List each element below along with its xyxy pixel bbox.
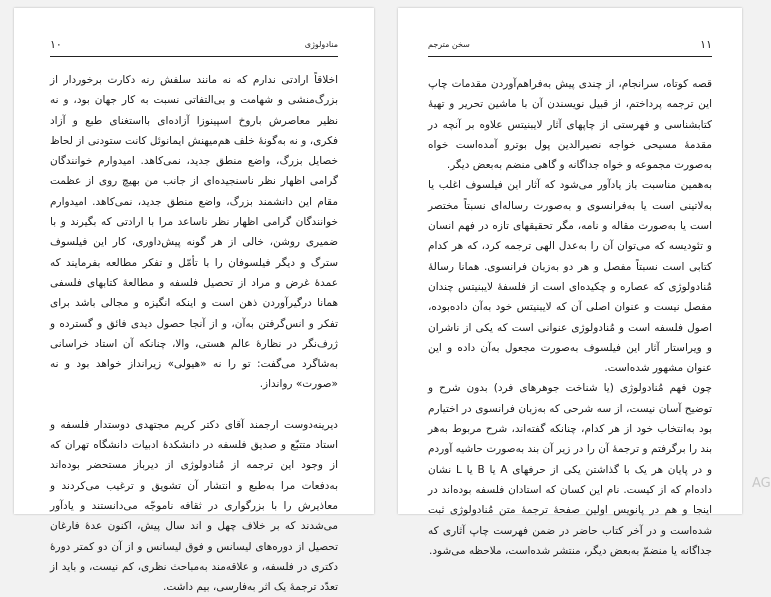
running-title: منادولوژی: [304, 40, 338, 49]
paragraph: چون فهم مُنادولوژی (یا شناخت جوهرهای فرد) بدون شرح و توضیح آسان نیست، از سه شرحی که به‌زبان فرانسوی در اختیارم بود به‌انتخاب خود از هر کدام، چنانکه گفته‌اند، شرح مربوط به‌هر بند را برگرفتم و ترجمهٔ آن را در زیر آن بند به‌صورت حاشیه آوردم و در پایان هر یک با گذاشتن یکی از حرفهای A یا B یا L نشان داده‌ام که از کیست. نام این کسان که استادان فلسفه بوده‌اند در اینجا و هم در پانویس اولین صفحهٔ ترجمهٔ متن مُنادولوژی ثبت شده‌است و در آخر کتاب حاضر در ضمن فهرست چاپ آثاری که جداگانه یا منضمّ به‌بعض دیگر، منتشر شده‌است، ملاحظه می‌شود.: [428, 382, 713, 557]
page-body: [50, 70, 338, 597]
paragraph: اخلاقاً ارادتی ندارم که نه مانند سلفش رنه دکارت برخوردار از بزرگ‌منشی و شهامت و بی‌التفاتی نسبت به کار جهان بود، و نه نظیر معاصرش باروخ اسپینوزا آزاده‌ای بااستغنای طبع و آزاد فکری، و نه به‌گونهٔ خلف هم‌میهنش ایمانوئل کانت ستودنی از لحاظ خصایل بزرگ، واضع منطق جدید، نمی‌کاهد. امیدوارم خوانندگان گرامی اظهار نظر ناسنجیده‌ای از جانب من بهیچ روی از عظمت مقام این دانشمند بزرگ، واضع منطق جدید، نمی‌کاهد. امیدوارم خوانندگان گرامی اظهار نظر ناساعد مرا با ارادتی که بگیرند و با ضمیری روشن، خالی از هر گونه پیش‌داوری، کار این فیلسوف سترگ و دیگر فیلسوفان را با تأمّل و تفکر مطالعه بفرمایند که عمدهٔ غرض و مراد از تحصیل فلسفه و مطالعهٔ کتابهای فلسفی همانا درگیرآوردن ذهن است و اینکه انگیزه و مجالی باشد برای تفکر و انس‌گرفتن به‌آن، و از آنجا حصول دیدی فائق و گسترده و ژرف‌نگر در نظارهٔ عالم هستی، والا، چنانکه آن استاد خراسانی به‌شاگرد می‌گفت: تو را نه «هیولی» زیرانداز خواهد بود و نه «صورت» روانداز.: [50, 74, 338, 391]
left-page: [14, 8, 374, 594]
page-body: [428, 74, 712, 561]
paragraph: قصه کوتاه، سرانجام، از چندی پیش به‌فراهم‌آوردن مقدمات چاپ این ترجمه پرداختم، از قبیل نویسندن آن با ماشین تحریر و تهیهٔ کتابشناسی و فهرستی از چاپهای آثار لایبنیتس علاوه بر آنچه در مقدمهٔ مسیحی خواجه نصیرالدین پول بوترو آمده‌است خواه به‌صورت مجموعه و خواه جداگانه و گاهی منضم به‌بعض دیگر.: [428, 78, 712, 172]
page-number: ۱۰: [50, 38, 62, 51]
watermark-text: AG: [752, 476, 771, 491]
right-page: [398, 8, 742, 557]
paragraph: به‌همین مناسبت باز یادآور می‌شود که آثار این فیلسوف اغلب یا به‌لاتینی است یا به‌فرانسوی و به‌صورت رساله‌ای نسبتاً مختصر است یا به‌صورت مقاله و نامه، مگر تحقیقهای تازه در فهم انسان و تئودیسه که می‌توان آن را به‌عدل الهی ترجمه کرد، که هر کدام کتابی است نسبتاً مفصل و هر دو به‌زبان فرانسوی. همانا رسالهٔ مُنادولوژی که عصاره و چکیده‌ای است از فلسفهٔ لایبنیتس چندان مفصل نیست و عنوان اصلی آن که لایبنیتس خود به‌آن داده‌بوده، اصول فلسفه است و مُنادولوژی عنوانی است که یکی از ناشران و ویراستار آثار این فیلسوف به‌صورت مجعول به‌آن داده و این عنوان مشهور شده‌است.: [428, 179, 712, 375]
page-header: [50, 38, 338, 57]
page-header: [428, 38, 712, 57]
running-title: سخن مترجم: [428, 40, 470, 49]
page-number: ۱۱: [700, 38, 712, 51]
paragraph: دیرینه‌دوست ارجمند آقای دکتر کریم مجتهدی دوستدار فلسفه و استاد متتبّع و صدیق فلسفه در دانشکدهٔ ادبیات دانشگاه تهران که از وجود این ترجمه از مُنادولوژی از دیرباز مستحضر بوده‌اند به‌دفعات مرا به‌طبع و انتشار آن تشویق و ترغیب می‌کردند و معاذیرش را با بزرگواری در ثقافه نامو‌جّه می‌دانستند و یادآور می‌شدند که بر خلاف چهل و اند سال پیش، اکنون عدهٔ فارغان تحصیل از دوره‌های لیسانس و فوق لیسانس و از آن دو کمتر دورهٔ دکتری در فلسفه، و علاقه‌مند به‌مباحث نظری، کم نیست، و باید از تعدّد ترجمهٔ یک اثر به‌فارسی، بیم داشت.: [50, 418, 338, 594]
